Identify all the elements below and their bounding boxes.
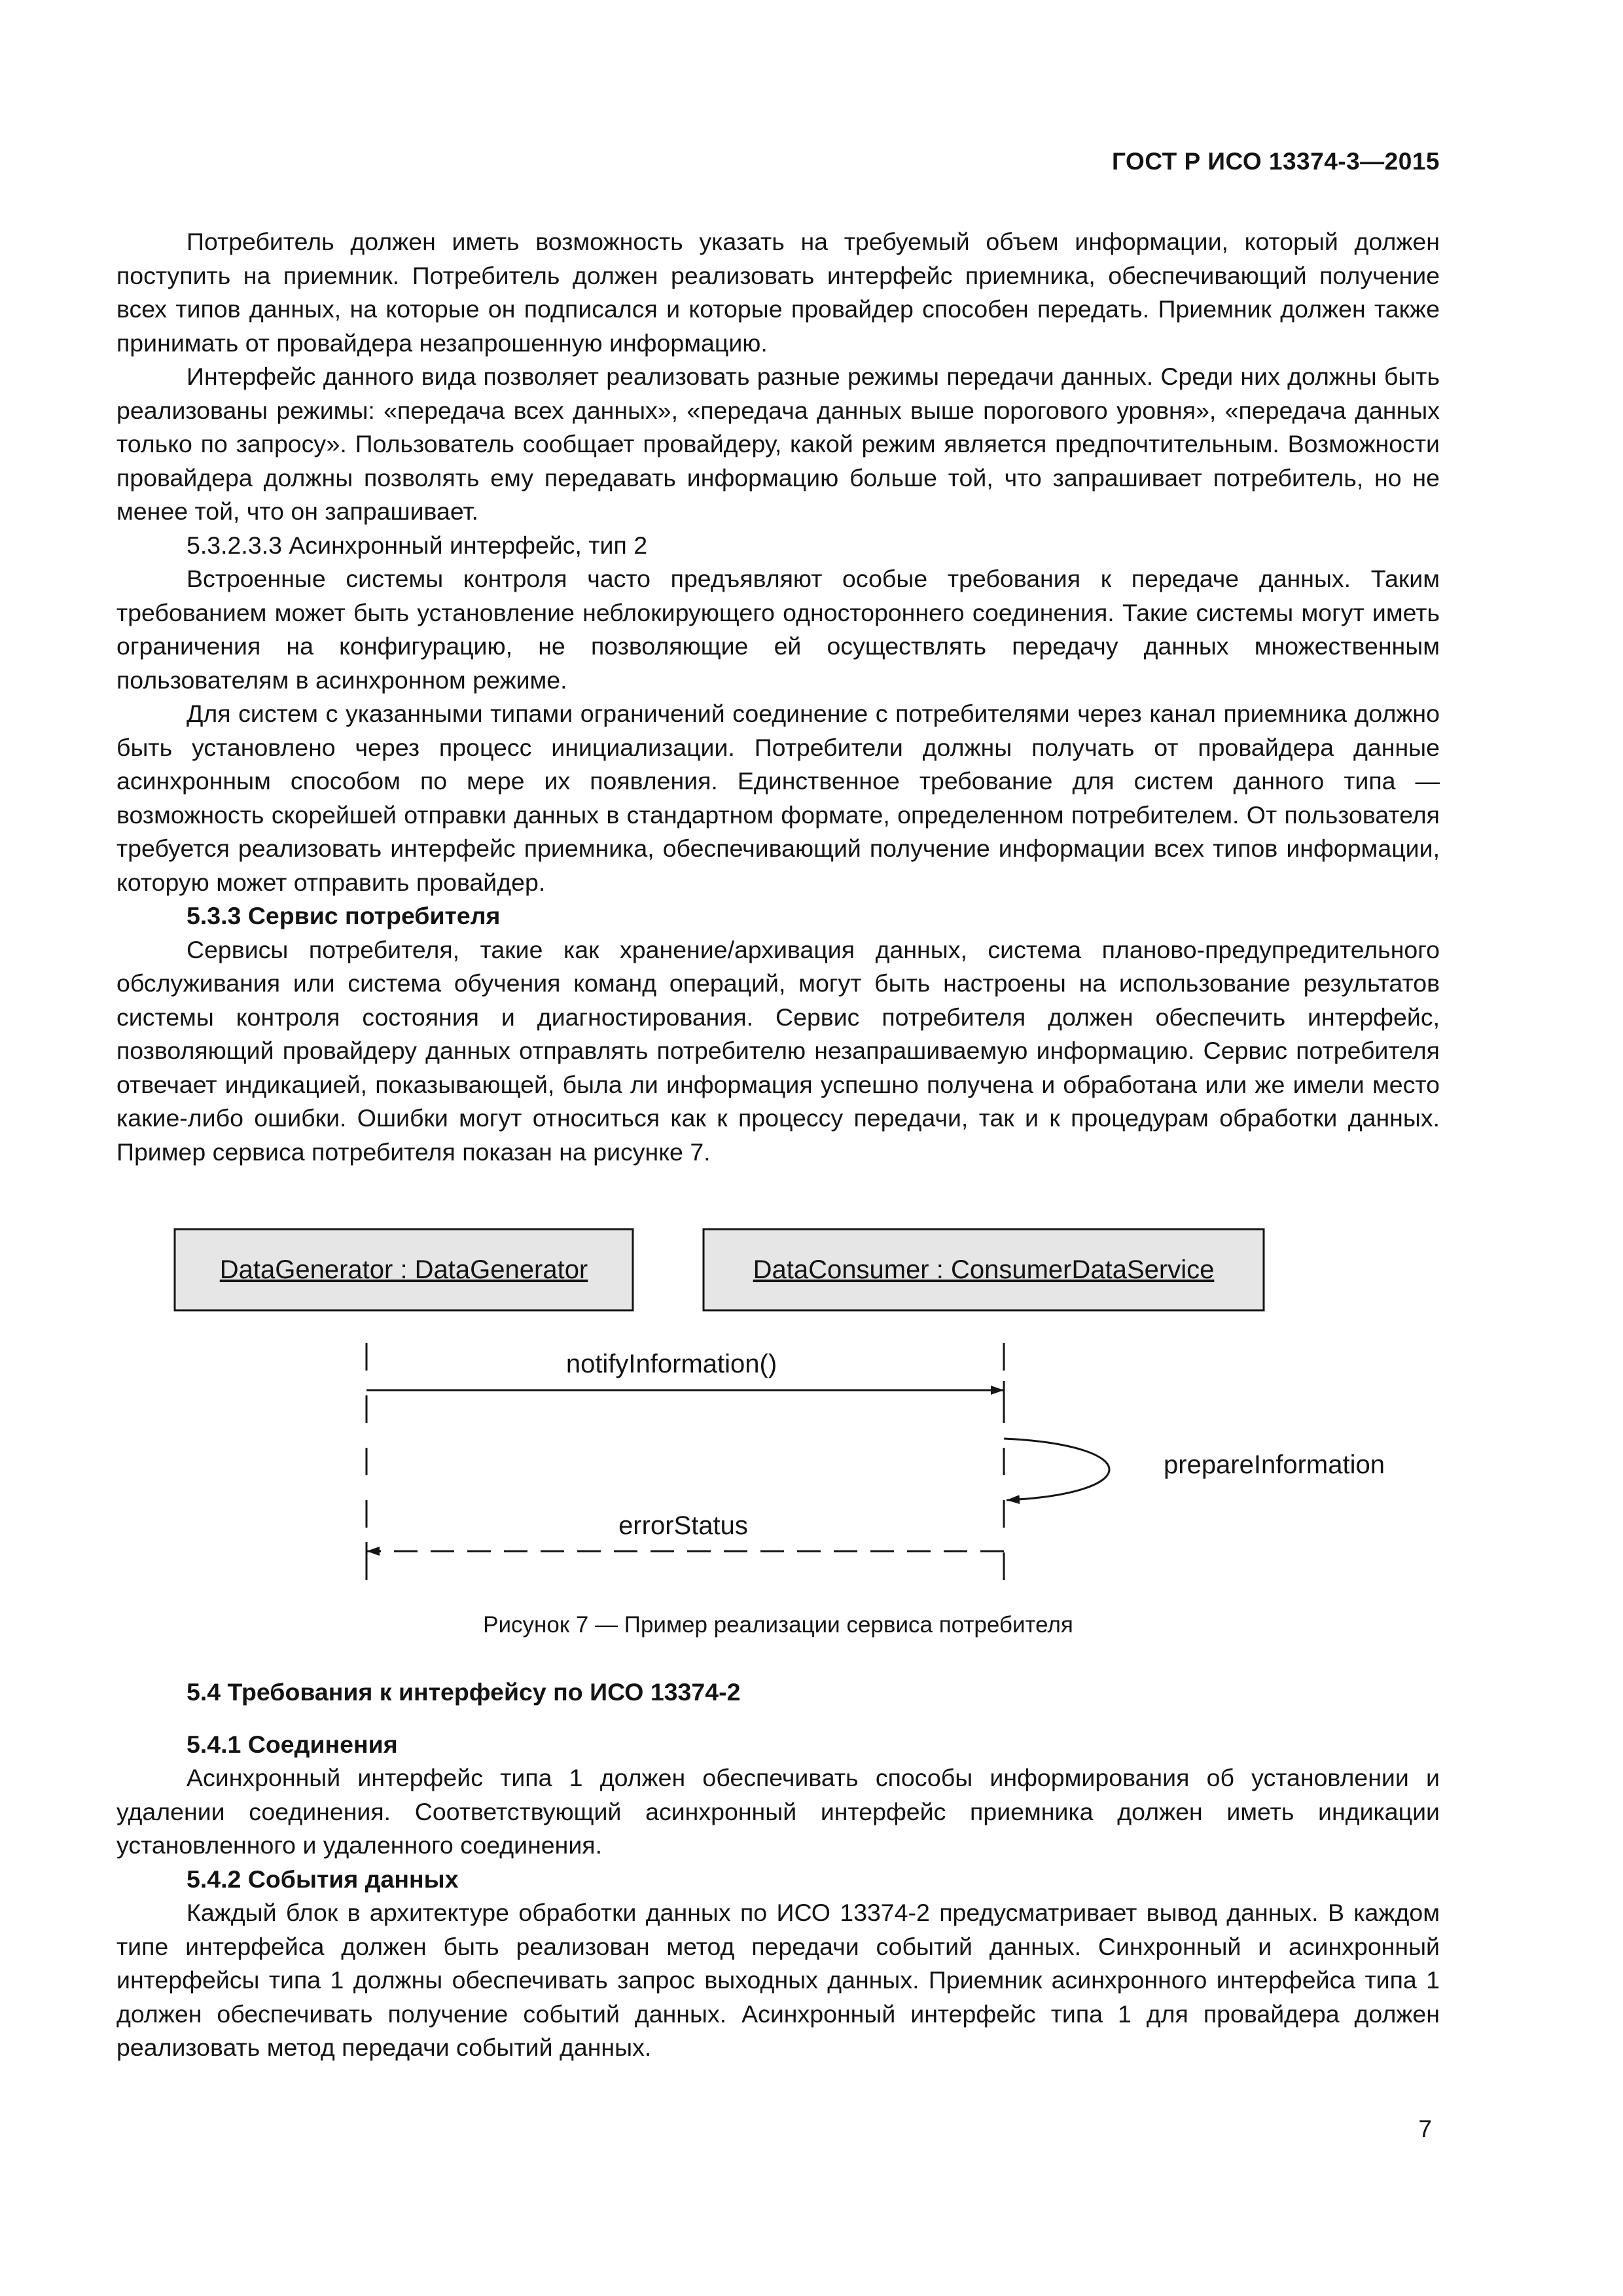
paragraph-5: Сервисы потребителя, такие как хранение/архивация данных, система планово-предупредительного обслуживания или система обучения команд операций, могут быть настроены на использование результатов системы контроля состояния и диагностирования. Сервис потребителя должен обеспечить интерфейс, позволяющий провайдеру данных отправлять потребителю незапрашиваемую информацию. Сервис потребителя отвечает индикацией, показывающей, была ли информация успешно получена и обработана или же имели место какие-либо ошибки. Ошибки могут относиться как к процессу передачи, так и к процедурам обработки данных. Пример сервиса потребителя показан на рисунке 7. — [116, 935, 1440, 1166]
clause-5-3-2-3-3: 5.3.2.3.3 Асинхронный интерфейс, тип 2 — [187, 531, 648, 559]
heading-5-4-2: 5.4.2 События данных — [187, 1865, 459, 1893]
paragraph-4: Для систем с указанными типами ограничений соединение с потребителями через канал приемника должно быть установлено через процесс инициализации. Потребители должны получать от провайдера данные асинхронным способом по мере их появления. Единственное требование для систем данного типа — возможность скорейшей отправки данных в стандартном формате, определенном потребителем. От пользователя требуется реализовать интерфейс приемника, обеспечивающий получение информации всех типов информации, которую может отправить провайдер. — [116, 700, 1440, 896]
consumer-lifeline-box — [704, 1229, 1264, 1310]
notify-message-label: notifyInformation() — [565, 1350, 777, 1378]
document-page — [116, 0, 1440, 2296]
prepare-self-arrow — [1004, 1439, 1109, 1500]
generator-label: DataGenerator : DataGenerator — [219, 1255, 588, 1284]
page-number: 7 — [1418, 2115, 1432, 2142]
paragraph-1: Потребитель должен иметь возможность указать на требуемый объем информации, который должен поступить на приемник. Потребитель должен реализовать интерфейс приемника, обеспечивающий получение всех типов данных, на которые он подписался и которые провайдер способен передать. Приемник должен также принимать от провайдера незапрошенную информацию. — [116, 228, 1440, 357]
generator-lifeline-box — [175, 1229, 633, 1310]
paragraph-3: Встроенные системы контроля часто предъявляют особые требования к передаче данных. Таким требованием может быть установление неблокирующего одностороннего соединения. Такие системы могут иметь ограничения на конфигурацию, не позволяющие ей осуществлять передачу данных множественным пользователям в асинхронном режиме. — [116, 565, 1440, 694]
paragraph-5-4-1: Асинхронный интерфейс типа 1 должен обеспечивать способы информирования об установлении и удалении соединения. Соответствующий асинхронный интерфейс приемника должен иметь индикации установленного и удаленного соединения. — [116, 1764, 1440, 1859]
sequence-diagram-figure — [116, 1224, 1440, 1643]
error-message-label: errorStatus — [618, 1511, 748, 1540]
heading-5-4: 5.4 Требования к интерфейсу по ИСО 13374-2 — [187, 1678, 741, 1706]
sequence-diagram — [116, 1224, 1440, 1617]
body-text-bottom — [116, 1676, 1440, 2065]
figure-caption: Рисунок 7 — Пример реализации сервиса потребителя — [483, 1612, 1073, 1638]
paragraph-2: Интерфейс данного вида позволяет реализовать разные режимы передачи данных. Среди них должны быть реализованы режимы: «передача всех данных», «передача данных выше порогового уровня», «передача данных только по запросу». Пользователь сообщает провайдеру, какой режим является предпочтительным. Возможности провайдера должны позволять ему передавать информацию больше той, что запрашивает потребитель, но не менее той, что он запрашивает. — [116, 363, 1440, 525]
paragraph-5-4-2: Каждый блок в архитектуре обработки данных по ИСО 13374-2 предусматривает вывод данных. В каждом типе интерфейса должен быть реализован метод передачи событий данных. Синхронный и асинхронный интерфейсы типа 1 должны обеспечивать запрос выходных данных. Приемник асинхронного интерфейса типа 1 должен обеспечивать получение событий данных. Асинхронный интерфейс типа 1 для провайдера должен реализовать метод передачи событий данных. — [116, 1899, 1440, 2061]
document-code-header: ГОСТ Р ИСО 13374-3—2015 — [1112, 148, 1440, 175]
heading-5-3-3: 5.3.3 Сервис потребителя — [187, 902, 501, 929]
prepare-message-label: prepareInformation — [1164, 1450, 1385, 1479]
consumer-label: DataConsumer : ConsumerDataService — [753, 1255, 1215, 1284]
heading-5-4-1: 5.4.1 Соединения — [187, 1730, 398, 1758]
body-text-top — [116, 225, 1440, 1169]
